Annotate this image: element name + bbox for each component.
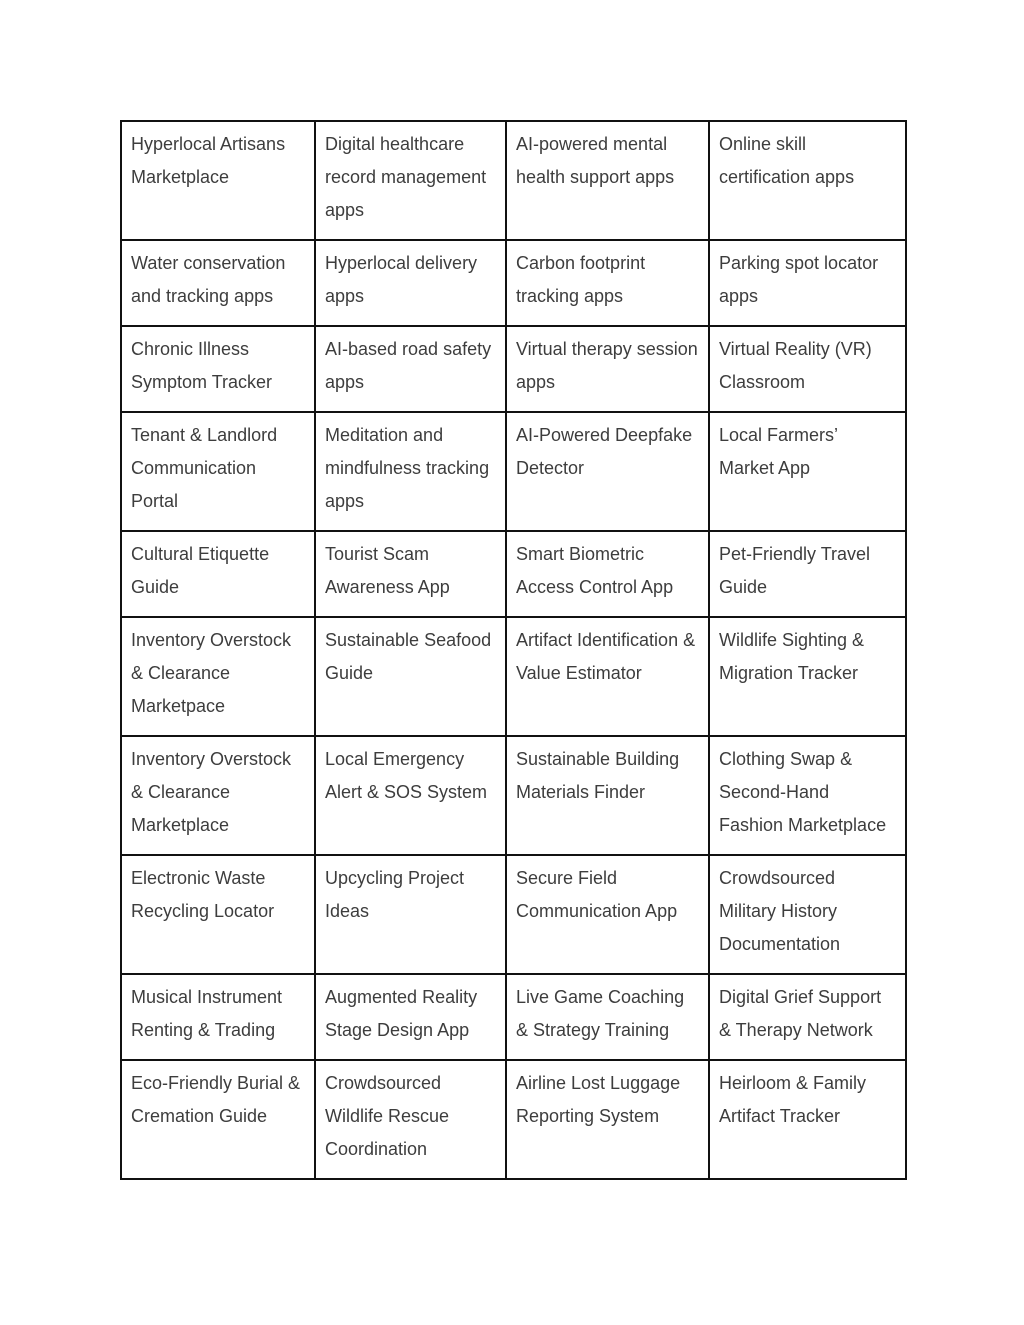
table-row (121, 855, 906, 974)
table-cell: Virtual Reality (VR) Classroom (709, 326, 906, 412)
table-cell: Eco-Friendly Burial & Cremation Guide (121, 1060, 315, 1179)
table-cell: Water conservation and tracking apps (121, 240, 315, 326)
app-ideas-table (120, 120, 907, 1180)
table-cell: Secure Field Communication App (506, 855, 709, 974)
table-cell: AI-powered mental health support apps (506, 121, 709, 240)
table-cell: Tourist Scam Awareness App (315, 531, 506, 617)
table-cell: Heirloom & Family Artifact Tracker (709, 1060, 906, 1179)
table-cell: Online skill certification apps (709, 121, 906, 240)
table-row (121, 531, 906, 617)
table-row (121, 736, 906, 855)
table-cell: Smart Biometric Access Control App (506, 531, 709, 617)
table-cell: Local Farmers’ Market App (709, 412, 906, 531)
table-cell: Electronic Waste Recycling Locator (121, 855, 315, 974)
table-cell: Sustainable Seafood Guide (315, 617, 506, 736)
table-cell: Crowdsourced Military History Documentation (709, 855, 906, 974)
table-row (121, 412, 906, 531)
table-cell: AI-Powered Deepfake Detector (506, 412, 709, 531)
table-cell: Live Game Coaching & Strategy Training (506, 974, 709, 1060)
table-cell: Meditation and mindfulness tracking apps (315, 412, 506, 531)
table-cell: Parking spot locator apps (709, 240, 906, 326)
table-cell: Artifact Identification & Value Estimator (506, 617, 709, 736)
table-cell: Upcycling Project Ideas (315, 855, 506, 974)
table-cell: Digital Grief Support & Therapy Network (709, 974, 906, 1060)
table-cell: Tenant & Landlord Communication Portal (121, 412, 315, 531)
table-cell: Local Emergency Alert & SOS System (315, 736, 506, 855)
table-cell: Inventory Overstock & Clearance Marketplace (121, 736, 315, 855)
table-cell: Crowdsourced Wildlife Rescue Coordination (315, 1060, 506, 1179)
table-cell: Sustainable Building Materials Finder (506, 736, 709, 855)
table-cell: Musical Instrument Renting & Trading (121, 974, 315, 1060)
table-cell: Cultural Etiquette Guide (121, 531, 315, 617)
table-cell: Hyperlocal delivery apps (315, 240, 506, 326)
table-cell: Digital healthcare record management apps (315, 121, 506, 240)
table-cell: Clothing Swap & Second-Hand Fashion Marketplace (709, 736, 906, 855)
table-row (121, 240, 906, 326)
table-cell: Augmented Reality Stage Design App (315, 974, 506, 1060)
table-cell: AI-based road safety apps (315, 326, 506, 412)
table-row (121, 1060, 906, 1179)
table-cell: Carbon footprint tracking apps (506, 240, 709, 326)
table-cell: Virtual therapy session apps (506, 326, 709, 412)
table-cell: Hyperlocal Artisans Marketplace (121, 121, 315, 240)
table-row (121, 326, 906, 412)
table-cell: Airline Lost Luggage Reporting System (506, 1060, 709, 1179)
table-cell: Pet-Friendly Travel Guide (709, 531, 906, 617)
table-cell: Wildlife Sighting & Migration Tracker (709, 617, 906, 736)
table-row (121, 121, 906, 240)
table-row (121, 617, 906, 736)
table-row (121, 974, 906, 1060)
table-cell: Chronic Illness Symptom Tracker (121, 326, 315, 412)
table-cell: Inventory Overstock & Clearance Marketpace (121, 617, 315, 736)
